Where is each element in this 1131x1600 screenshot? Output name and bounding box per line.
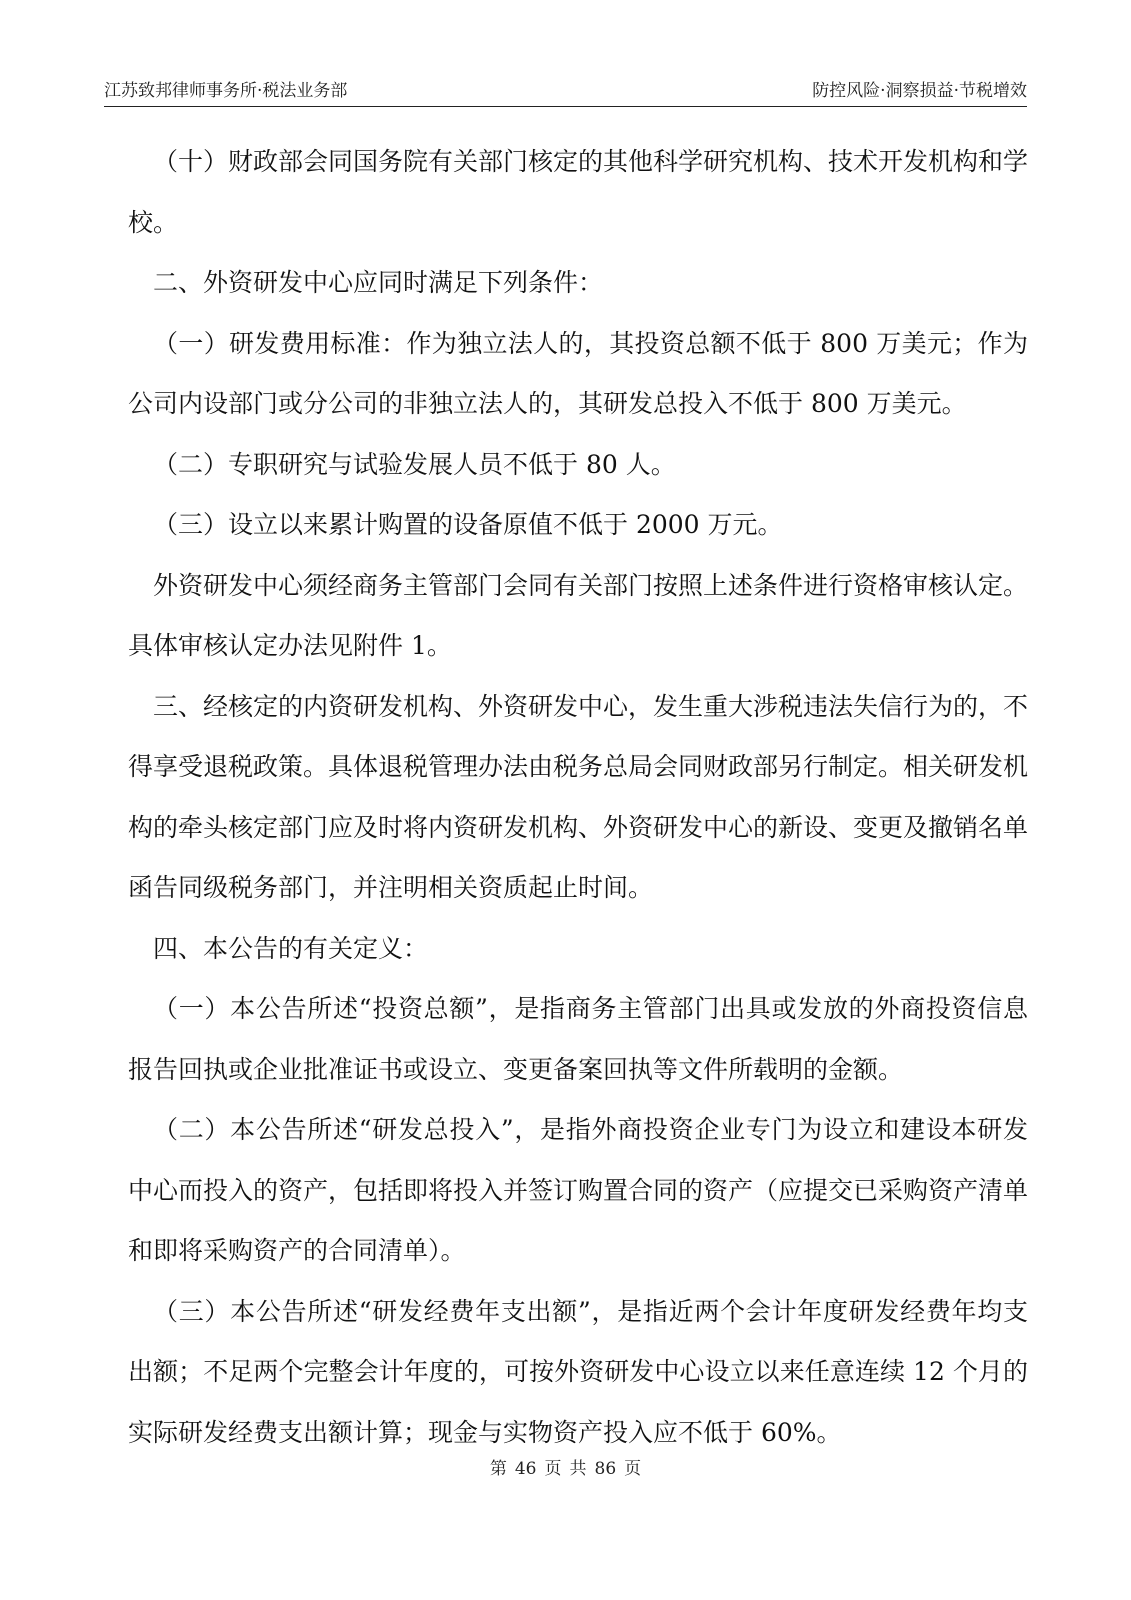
paragraph-2: 二、外资研发中心应同时满足下列条件： — [153, 268, 604, 297]
header-right-text: 防控风险·洞察损益·节税增效 — [812, 81, 1027, 101]
page-label-suffix: 页 — [624, 1459, 642, 1479]
paragraph-10: （二）本公告所述“研发总投入”，是指外商投资企业专门为设立和建设本研发中心而投入的资产，包括即将投入并签订购置合同的资产（应提交已采购资产清单和即将采购资产的合同清单）。 — [128, 1115, 1029, 1265]
paragraph-9: （一）本公告所述“投资总额”，是指商务主管部门出具或发放的外商投资信息报告回执或企业批准证书或设立、变更备案回执等文件所载明的金额。 — [128, 994, 1028, 1084]
paragraph-4: （二）专职研究与试验发展人员不低于 80 人。 — [153, 449, 676, 479]
paragraph-6: 外资研发中心须经商务主管部门会同有关部门按照上述条件进行资格审核认定。具体审核认定办法见附件 1。 — [128, 570, 1029, 660]
page-label-mid2: 共 — [569, 1459, 587, 1479]
page-header — [104, 76, 1027, 107]
paragraph-1: （十）财政部会同国务院有关部门核定的其他科学研究机构、技术开发机构和学校。 — [128, 147, 1029, 237]
paragraph-7: 三、经核定的内资研发机构、外资研发中心，发生重大涉税违法失信行为的，不得享受退税政策。具体退税管理办法由税务总局会同财政部另行制定。相关研发机构的牵头核定部门应及时将内资研发机构、外资研发中心的新设、变更及撤销名单函告同级税务部门，并注明相关资质起止时间。 — [128, 691, 1029, 902]
page-current: 46 — [514, 1459, 537, 1479]
paragraph-3: （一）研发费用标准：作为独立法人的，其投资总额不低于 800 万美元；作为公司内设部门或分公司的非独立法人的，其研发总投入不低于 800 万美元。 — [128, 328, 1028, 418]
paragraph-5: （三）设立以来累计购置的设备原值不低于 2000 万元。 — [153, 510, 783, 539]
paragraph-11: （三）本公告所述“研发经费年支出额”，是指近两个会计年度研发经费年均支出额；不足两个完整会计年度的，可按外资研发中心设立以来任意连续 12 个月的实际研发经费支出额计算；现金与实物资产投入应不低于 60%。 — [128, 1296, 1028, 1447]
header-left-text: 江苏致邦律师事务所·税法业务部 — [104, 81, 348, 101]
page-footer — [0, 1454, 1131, 1479]
paragraph-8: 四、本公告的有关定义： — [153, 933, 429, 963]
page-total: 86 — [594, 1459, 617, 1479]
page-label-mid1: 页 — [544, 1459, 562, 1479]
document-body — [128, 132, 1028, 1463]
page-label-prefix: 第 — [489, 1459, 507, 1479]
